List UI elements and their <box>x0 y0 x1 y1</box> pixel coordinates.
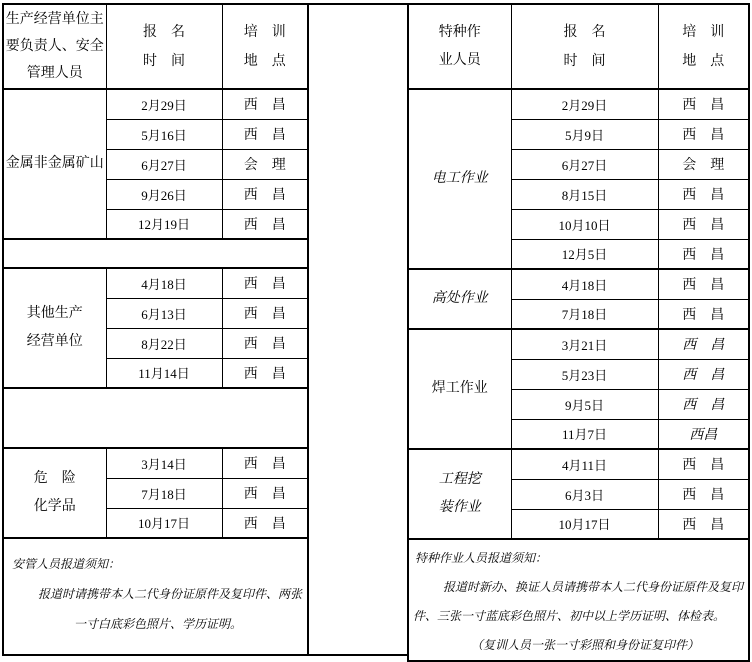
place-cell: 西 昌 <box>222 508 308 538</box>
date-cell: 10月17日 <box>106 508 222 538</box>
date-cell: 10月10日 <box>511 209 658 239</box>
date-cell: 6月3日 <box>511 479 658 509</box>
right-schedule-table <box>407 3 750 662</box>
header-line: 特种作 <box>438 24 481 40</box>
date-cell: 4月11日 <box>511 449 658 479</box>
place-cell: 西 昌 <box>658 329 749 359</box>
spacer-row <box>3 239 308 268</box>
place-cell: 会 理 <box>222 149 308 179</box>
date-cell: 10月17日 <box>511 509 658 539</box>
place-cell: 西 昌 <box>222 478 308 508</box>
header-line: 地 点 <box>243 53 286 69</box>
category-header-cell <box>408 4 511 89</box>
notes-line: 一寸白底彩色照片、学历证明。 <box>74 617 243 631</box>
date-cell: 12月5日 <box>511 239 658 269</box>
header-line: 报 名 <box>143 24 185 40</box>
date-cell: 8月22日 <box>106 328 222 358</box>
group-label-cell <box>408 329 511 449</box>
date-cell: 11月7日 <box>511 419 658 449</box>
notes-line: 安管人员报道须知： <box>12 557 121 571</box>
table-gap-column <box>309 3 407 656</box>
place-cell: 西 昌 <box>658 209 749 239</box>
place-cell: 西 昌 <box>658 389 749 419</box>
place-cell: 西 昌 <box>222 328 308 358</box>
notes-line: 件、三张一寸蓝底彩色照片、初中以上学历证明、体检表。 <box>413 609 726 623</box>
category-header-cell <box>3 4 106 89</box>
group-label-line: 装作业 <box>438 500 481 515</box>
header-line: 管理人员 <box>26 66 83 81</box>
date-cell: 7月18日 <box>106 478 222 508</box>
header-line: 时 间 <box>143 53 185 69</box>
date-cell: 11月14日 <box>106 358 222 388</box>
group-label-cell <box>408 89 511 269</box>
header-line: 要负责人、安全 <box>5 39 104 54</box>
group-label-line: 其他生产 <box>26 306 83 321</box>
notes-line: 报道时请携带本人二代身份证原件及复印件、两张 <box>38 587 303 601</box>
date-cell: 3月14日 <box>106 448 222 478</box>
group-label-line: 高处作业 <box>431 291 488 306</box>
group-label-cell <box>3 448 106 538</box>
group-label-line: 危 险 <box>33 471 76 486</box>
group-label-line: 工程挖 <box>438 472 481 487</box>
date-cell: 12月19日 <box>106 209 222 239</box>
header-line: 时 间 <box>563 53 606 69</box>
date-cell: 2月29日 <box>106 89 222 119</box>
place-cell: 西 昌 <box>658 119 749 149</box>
notes-cell <box>3 538 308 655</box>
place-cell: 会 理 <box>658 149 749 179</box>
group-label-line: 焊工作业 <box>431 381 488 396</box>
notes-line: （复训人员一张一寸彩照和身份证复印件） <box>471 638 700 652</box>
header-line: 生产经营单位主 <box>5 12 104 27</box>
place-cell: 西 昌 <box>658 449 749 479</box>
group-label-cell <box>408 269 511 329</box>
place-cell: 西 昌 <box>658 269 749 299</box>
group-label-line: 金属非金属矿山 <box>5 156 104 171</box>
date-cell: 4月18日 <box>511 269 658 299</box>
date-cell: 9月26日 <box>106 179 222 209</box>
place-cell: 西 昌 <box>222 119 308 149</box>
schedule-tables-container <box>2 3 750 656</box>
place-cell: 西 昌 <box>658 479 749 509</box>
place-cell: 西 昌 <box>658 359 749 389</box>
date-cell: 4月18日 <box>106 268 222 298</box>
group-label-cell <box>3 268 106 388</box>
training-venue-header-cell <box>222 4 308 89</box>
date-cell: 5月23日 <box>511 359 658 389</box>
header-line: 报 名 <box>563 24 606 40</box>
date-cell: 3月21日 <box>511 329 658 359</box>
header-line: 培 训 <box>682 24 725 40</box>
date-cell: 5月9日 <box>511 119 658 149</box>
left-schedule-table <box>2 3 309 656</box>
place-cell: 西 昌 <box>658 239 749 269</box>
notes-cell <box>408 539 749 661</box>
place-cell: 西 昌 <box>222 268 308 298</box>
place-cell: 西 昌 <box>222 179 308 209</box>
group-label-line: 经营单位 <box>26 334 83 349</box>
date-cell: 6月13日 <box>106 298 222 328</box>
place-cell: 西 昌 <box>222 358 308 388</box>
place-cell: 西 昌 <box>222 89 308 119</box>
signup-time-header-cell <box>511 4 658 89</box>
spacer-row <box>3 388 308 448</box>
date-cell: 5月16日 <box>106 119 222 149</box>
place-cell: 西 昌 <box>658 509 749 539</box>
place-cell: 西 昌 <box>222 209 308 239</box>
header-line: 地 点 <box>682 53 725 69</box>
group-label-cell <box>3 89 106 239</box>
place-cell: 西昌 <box>658 419 749 449</box>
date-cell: 2月29日 <box>511 89 658 119</box>
training-venue-header-cell <box>658 4 749 89</box>
date-cell: 6月27日 <box>511 149 658 179</box>
date-cell: 6月27日 <box>106 149 222 179</box>
place-cell: 西 昌 <box>658 299 749 329</box>
place-cell: 西 昌 <box>658 89 749 119</box>
date-cell: 7月18日 <box>511 299 658 329</box>
group-label-line: 化学品 <box>33 499 76 514</box>
signup-time-header-cell <box>106 4 222 89</box>
notes-line: 报道时新办、换证人员请携带本人二代身份证原件及复印 <box>443 580 744 594</box>
header-line: 业人员 <box>438 52 481 68</box>
date-cell: 8月15日 <box>511 179 658 209</box>
place-cell: 西 昌 <box>222 298 308 328</box>
place-cell: 西 昌 <box>222 448 308 478</box>
notes-line: 特种作业人员报道须知： <box>415 551 548 565</box>
place-cell: 西 昌 <box>658 179 749 209</box>
date-cell: 9月5日 <box>511 389 658 419</box>
group-label-line: 电工作业 <box>431 171 488 186</box>
group-label-cell <box>408 449 511 539</box>
header-line: 培 训 <box>243 24 286 40</box>
